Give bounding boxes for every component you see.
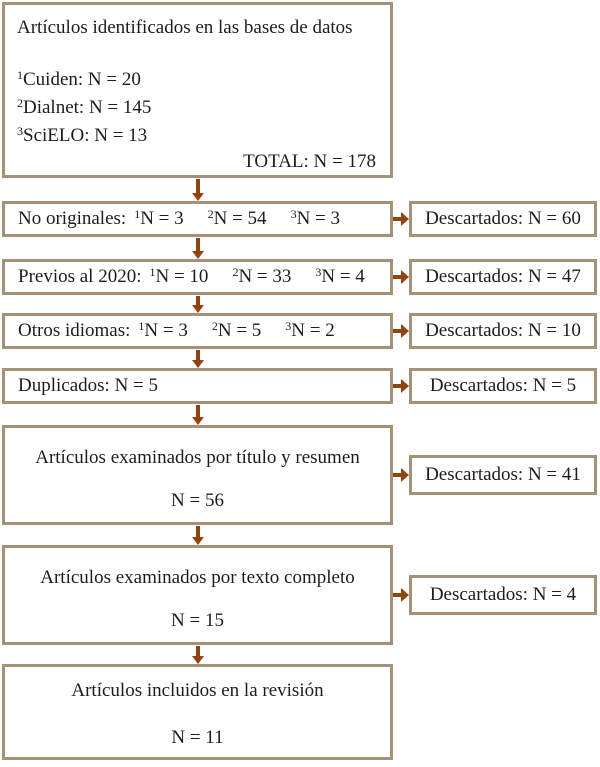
superscript-1: 1 — [134, 207, 141, 221]
no-originales-box — [2, 201, 393, 237]
count-scielo: $^3$N = 2 — [285, 319, 335, 341]
final-title: Artículos incluidos en la revisión — [71, 680, 324, 701]
source-scielo — [17, 122, 378, 150]
arrow-right-icon — [393, 324, 409, 338]
identified-title: Artículos identificados en las bases de datos — [17, 17, 353, 38]
count-scielo: $^3$N = 3 — [290, 207, 340, 229]
discarded-box: Descartados: N = 47 — [409, 259, 597, 295]
stage-title: Artículos examinados por texto completo — [40, 567, 355, 588]
previos-2020-box — [2, 259, 393, 295]
total-label: TOTAL: N = 178 — [243, 151, 376, 172]
arrow-right-icon — [393, 379, 409, 393]
stage-row-texto-completo — [2, 545, 600, 645]
filter-label: No originales: — [18, 208, 127, 229]
filter-label: Previos al 2020: — [18, 266, 142, 287]
source-cuiden-label: Cuiden: N = 20 — [23, 69, 141, 90]
superscript-2: 2 — [232, 265, 239, 279]
discarded-box: Descartados: N = 4 — [409, 575, 597, 615]
final-count: N = 11 — [171, 727, 224, 748]
filter-row-no-originales — [2, 201, 600, 237]
arrow-down-icon — [192, 525, 204, 545]
superscript-2: 2 — [207, 207, 214, 221]
identified-articles-box — [2, 2, 393, 178]
discarded-box: Descartados: N = 41 — [409, 455, 597, 495]
source-dialnet-label: Dialnet: N = 145 — [23, 97, 152, 118]
count-cuiden: $^1$N = 3 — [138, 319, 188, 341]
otros-idiomas-box — [2, 313, 393, 349]
arrow-down-icon — [192, 404, 204, 425]
filter-row-otros-idiomas — [2, 313, 600, 349]
examined-fulltext-box — [2, 545, 393, 645]
arrow-right-icon — [393, 468, 409, 482]
arrow-down-icon — [192, 645, 204, 664]
count-dialnet: $^2$N = 5 — [211, 319, 262, 341]
superscript-3: 3 — [290, 207, 297, 221]
superscript-1: 1 — [17, 68, 23, 82]
flow-connector — [2, 237, 393, 259]
filter-label: Otros idiomas: — [18, 320, 131, 341]
stage-count: N = 15 — [171, 610, 224, 631]
stage-count: N = 56 — [171, 490, 224, 511]
flow-connector — [2, 645, 393, 664]
arrow-down-icon — [192, 237, 204, 259]
stage-row-titulo-resumen — [2, 425, 600, 525]
filter-row-previos-2020 — [2, 259, 600, 295]
discarded-box: Descartados: N = 5 — [409, 368, 597, 404]
arrow-down-icon — [192, 349, 204, 368]
arrow-down-icon — [192, 178, 204, 201]
count-scielo: $^3$N = 4 — [315, 265, 365, 287]
superscript-1: 1 — [138, 319, 145, 333]
arrow-right-icon — [393, 212, 409, 226]
arrow-right-icon — [393, 270, 409, 284]
superscript-3: 3 — [315, 265, 322, 279]
arrow-right-icon — [393, 588, 409, 602]
count-cuiden: $^1$N = 3 — [134, 207, 184, 229]
arrow-down-icon — [192, 295, 204, 313]
superscript-2: 2 — [211, 319, 218, 333]
discarded-box: Descartados: N = 60 — [409, 201, 597, 237]
flow-connector — [2, 525, 393, 545]
flow-connector — [2, 295, 393, 313]
included-articles-box — [2, 664, 393, 760]
count-cuiden: $^1$N = 10 — [149, 265, 209, 287]
superscript-3: 3 — [285, 319, 292, 333]
flow-connector — [2, 349, 393, 368]
flow-connector — [2, 178, 393, 201]
stage-title: Artículos examinados por título y resumen — [35, 447, 360, 468]
source-dialnet — [17, 94, 378, 122]
superscript-2: 2 — [17, 96, 23, 110]
superscript-1: 1 — [149, 265, 156, 279]
count-dialnet: $^2$N = 54 — [207, 207, 267, 229]
filter-row-duplicados — [2, 368, 600, 404]
source-scielo-label: SciELO: N = 13 — [23, 125, 148, 146]
duplicados-box — [2, 368, 393, 404]
filter-label: Duplicados: N = 5 — [18, 375, 159, 396]
flow-connector — [2, 404, 393, 425]
count-dialnet: $^2$N = 33 — [232, 265, 292, 287]
examined-title-abstract-box — [2, 425, 393, 525]
discarded-box: Descartados: N = 10 — [409, 313, 597, 349]
source-cuiden — [17, 66, 378, 94]
superscript-3: 3 — [17, 124, 23, 138]
